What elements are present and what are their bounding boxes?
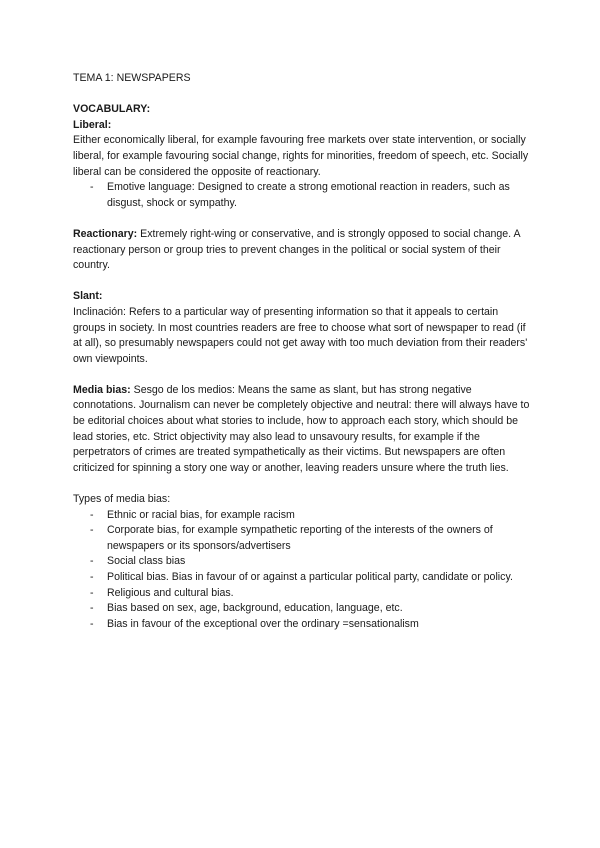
slant-definition: Inclinación: Refers to a particular way of presenting information so that it appeals to certain groups in society. In most countries readers are free to choose what sort of newspaper to read (if at all), so presumably newspapers could not get away with too much deviation from their readers' own viewpoints. xyxy=(73,305,528,365)
reactionary-term: Reactionary: xyxy=(73,227,138,240)
list-item-text: Bias in favour of the exceptional over the ordinary =sensationalism xyxy=(107,617,419,630)
list-item xyxy=(73,586,533,602)
list-item xyxy=(73,570,533,586)
list-item xyxy=(73,617,533,633)
bullet-dash: - xyxy=(90,181,94,194)
reactionary-definition: Extremely right-wing or conservative, and is strongly opposed to social change. A reactionary person or group tries to prevent changes in the political or social system of their country. xyxy=(73,227,520,272)
slant-term: Slant: xyxy=(73,290,103,303)
slant-section xyxy=(73,289,533,367)
reactionary-section xyxy=(73,227,533,274)
list-item-text: Corporate bias, for example sympathetic reporting of the interests of the owners of newspapers or its sponsors/advertisers xyxy=(107,524,493,552)
document-title: TEMA 1: NEWSPAPERS xyxy=(73,72,191,84)
list-item-text: Social class bias xyxy=(107,555,186,568)
liberal-term: Liberal: xyxy=(73,118,112,131)
list-item xyxy=(73,554,533,570)
bullet-dash: - xyxy=(90,524,94,537)
document-page xyxy=(73,71,533,648)
bullet-dash: - xyxy=(90,617,94,630)
bullet-dash: - xyxy=(90,571,94,583)
liberal-definition: Either economically liberal, for example favouring free markets over state intervention, or socially liberal, for example favouring social change, rights for minorities, freedom of speech, etc. Socially liberal can be considered the opposite of reactionary. xyxy=(73,134,529,178)
reactionary-paragraph xyxy=(73,227,533,274)
vocabulary-heading: VOCABULARY: xyxy=(73,103,151,116)
media-bias-definition: Sesgo de los medios: Means the same as slant, but has strong negative connotations. Journalism can never be completely objective and neutral: there will always have to be editorial choices about what stories to include, how to approach each story, which should be lead stories, etc. Strict objectivity may also lead to unsavoury results, for example if the perpetrators of crimes are treated sympathetically as their victims. But newspapers are often criticized for spinning a story one way or another, leaving readers unsure where the truth lies. xyxy=(73,383,530,474)
media-bias-section xyxy=(73,383,533,477)
list-item-text: Ethnic or racial bias, for example racism xyxy=(107,508,295,521)
list-item xyxy=(73,508,533,524)
list-item-text: Emotive language: Designed to create a strong emotional reaction in readers, such as disgust, shock or sympathy. xyxy=(107,181,510,209)
list-item-text: Political bias. Bias in favour of or against a particular political party, candidate or policy. xyxy=(107,571,513,583)
types-list xyxy=(73,508,533,633)
bullet-dash: - xyxy=(90,586,94,599)
liberal-bullet-list xyxy=(73,180,533,211)
list-item-text: Bias based on sex, age, background, education, language, etc. xyxy=(107,602,403,615)
liberal-section xyxy=(73,102,533,211)
bullet-dash: - xyxy=(90,555,94,568)
list-item-text: Religious and cultural bias. xyxy=(107,586,234,599)
bullet-dash: - xyxy=(90,602,94,615)
media-bias-paragraph xyxy=(73,383,533,477)
list-item xyxy=(73,523,533,554)
media-bias-term: Media bias: xyxy=(73,383,131,396)
types-section xyxy=(73,492,533,632)
bullet-dash: - xyxy=(90,508,94,521)
list-item xyxy=(73,601,533,617)
list-item xyxy=(73,180,533,211)
types-intro: Types of media bias: xyxy=(73,493,171,506)
